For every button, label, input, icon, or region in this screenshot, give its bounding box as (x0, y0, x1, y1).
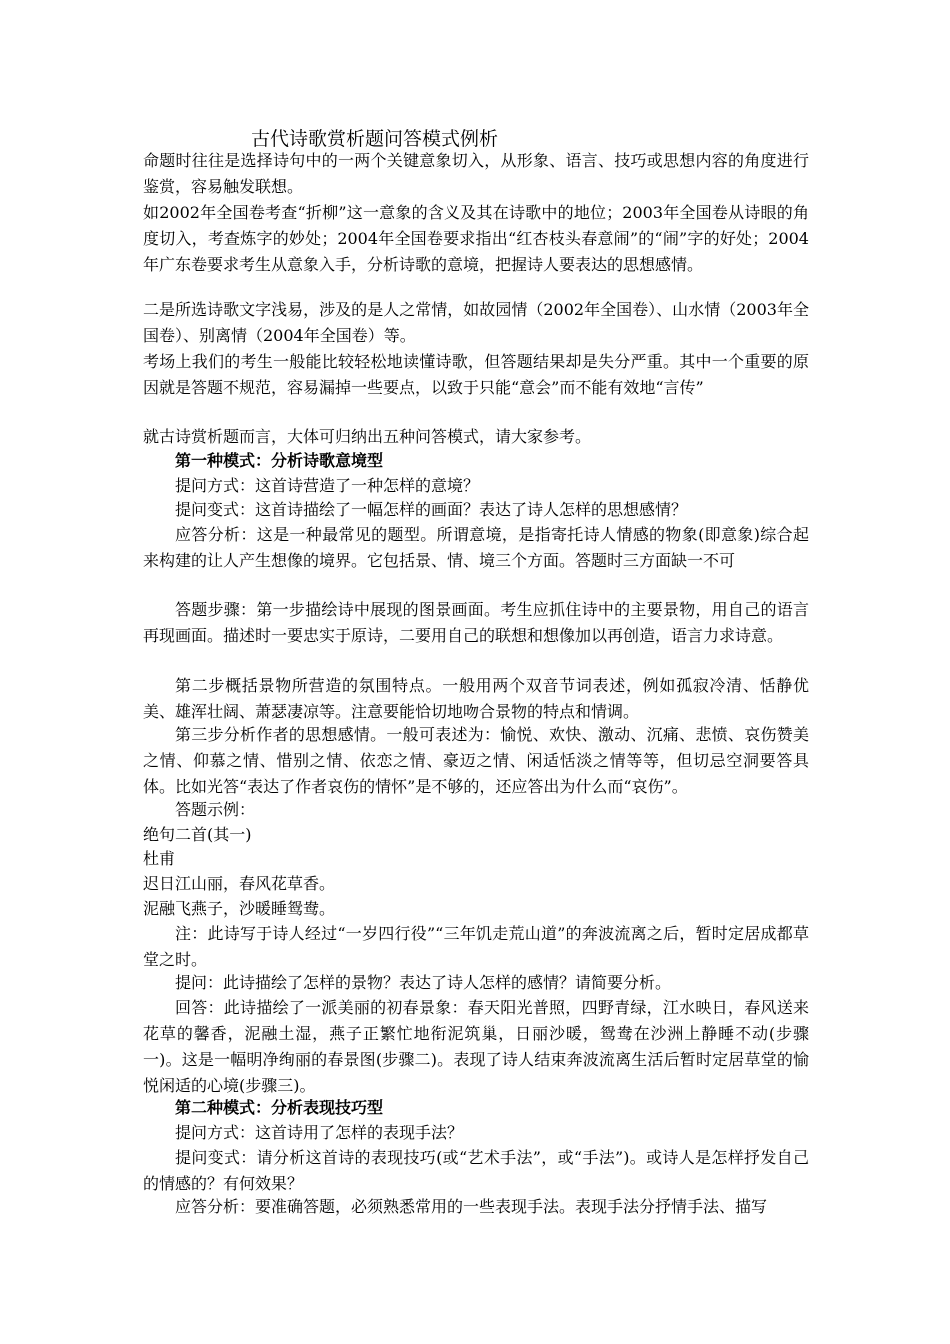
poem-title: 绝句二首(其一) (143, 825, 252, 844)
paragraph: 第三步分析作者的思想感情。一般可表述为：愉悦、欢快、激动、沉痛、悲愤、哀伤赞美之情、仰慕之情、惜别之情、依恋之情、豪迈之情、闲适恬淡之情等等，但切忌空洞要答具体。比如光答“表达了作者哀伤的情怀”是不够的，还应答出为什么而“哀伤”。 (143, 725, 809, 796)
paragraph: 提问变式：请分析这首诗的表现技巧(或“艺术手法”，或“手法”)。或诗人是怎样抒发自己的情感的？有何效果？ (143, 1148, 809, 1193)
paragraph: 提问方式：这首诗用了怎样的表现手法？ (175, 1123, 464, 1142)
paragraph: 答题示例： (175, 800, 256, 819)
paragraph: 提问方式：这首诗营造了一种怎样的意境？ (175, 476, 480, 495)
document-title: 古代诗歌赏析题问答模式例析 (251, 128, 499, 150)
paragraph: 答题步骤：第一步描绘诗中展现的图景画面。考生应抓住诗中的主要景物，用自己的语言再现画面。描述时一要忠实于原诗，二要用自己的联想和想像加以再创造，语言力求诗意。 (143, 600, 809, 645)
poem-line: 泥融飞燕子，沙暖睡鸳鸯。 (143, 899, 336, 918)
paragraph: 回答：此诗描绘了一派美丽的初春景象：春天阳光普照，四野青绿，江水映日，春风送来花草的馨香，泥融土湿，燕子正繁忙地衔泥筑巢，日丽沙暖，鸳鸯在沙洲上静睡不动(步骤一)。这是一幅明净绚丽的春景图(步骤二)。表现了诗人结束奔波流离生活后暂时定居草堂的愉悦闲适的心境(步骤三)。 (143, 998, 809, 1095)
paragraph: 就古诗赏析题而言，大体可归纳出五种问答模式，请大家参考。 (143, 427, 592, 446)
paragraph: 第二步概括景物所营造的氛围特点。一般用两个双音节词表述，例如孤寂冷清、恬静优美、雄浑壮阔、萧瑟凄凉等。注意要能恰切地吻合景物的特点和情调。 (143, 676, 809, 721)
paragraph: 如2002年全国卷考查“折柳”这一意象的含义及其在诗歌中的地位；2003年全国卷从诗眼的角度切入，考查炼字的妙处；2004年全国卷要求指出“红杏枝头春意闹”的“闹”字的好处；2004年广东卷要求考生从意象入手，分析诗歌的意境，把握诗人要表达的思想感情。 (143, 203, 809, 274)
paragraph: 提问变式：这首诗描绘了一幅怎样的画面？表达了诗人怎样的思想感情？ (175, 500, 688, 519)
paragraph: 应答分析：要准确答题，必须熟悉常用的一些表现手法。表现手法分抒情手法、描写 (175, 1197, 768, 1216)
poem-author: 杜甫 (143, 849, 176, 868)
paragraph: 二是所选诗歌文字浅易，涉及的是人之常情，如故园情（2002年全国卷）、山水情（2003年全国卷）、别离情（2004年全国卷）等。 (143, 300, 809, 345)
section-heading: 第一种模式：分析诗歌意境型 (175, 451, 384, 470)
paragraph: 命题时往往是选择诗句中的一两个关键意象切入，从形象、语言、技巧或思想内容的角度进行鉴赏，容易触发联想。 (143, 151, 809, 196)
paragraph: 注：此诗写于诗人经过“一岁四行役”“三年饥走荒山道”的奔波流离之后，暂时定居成都草堂之时。 (143, 924, 809, 969)
paragraph: 应答分析：这是一种最常见的题型。所谓意境，是指寄托诗人情感的物象(即意象)综合起来构建的让人产生想像的境界。它包括景、情、境三个方面。答题时三方面缺一不可 (143, 525, 809, 570)
section-heading: 第二种模式：分析表现技巧型 (175, 1098, 384, 1117)
paragraph: 提问：此诗描绘了怎样的景物？表达了诗人怎样的感情？请简要分析。 (175, 973, 672, 992)
paragraph: 考场上我们的考生一般能比较轻松地读懂诗歌，但答题结果却是失分严重。其中一个重要的原因就是答题不规范，容易漏掉一些要点，以致于只能“意会”而不能有效地“言传” (143, 352, 809, 397)
poem-line: 迟日江山丽，春风花草香。 (143, 874, 336, 893)
